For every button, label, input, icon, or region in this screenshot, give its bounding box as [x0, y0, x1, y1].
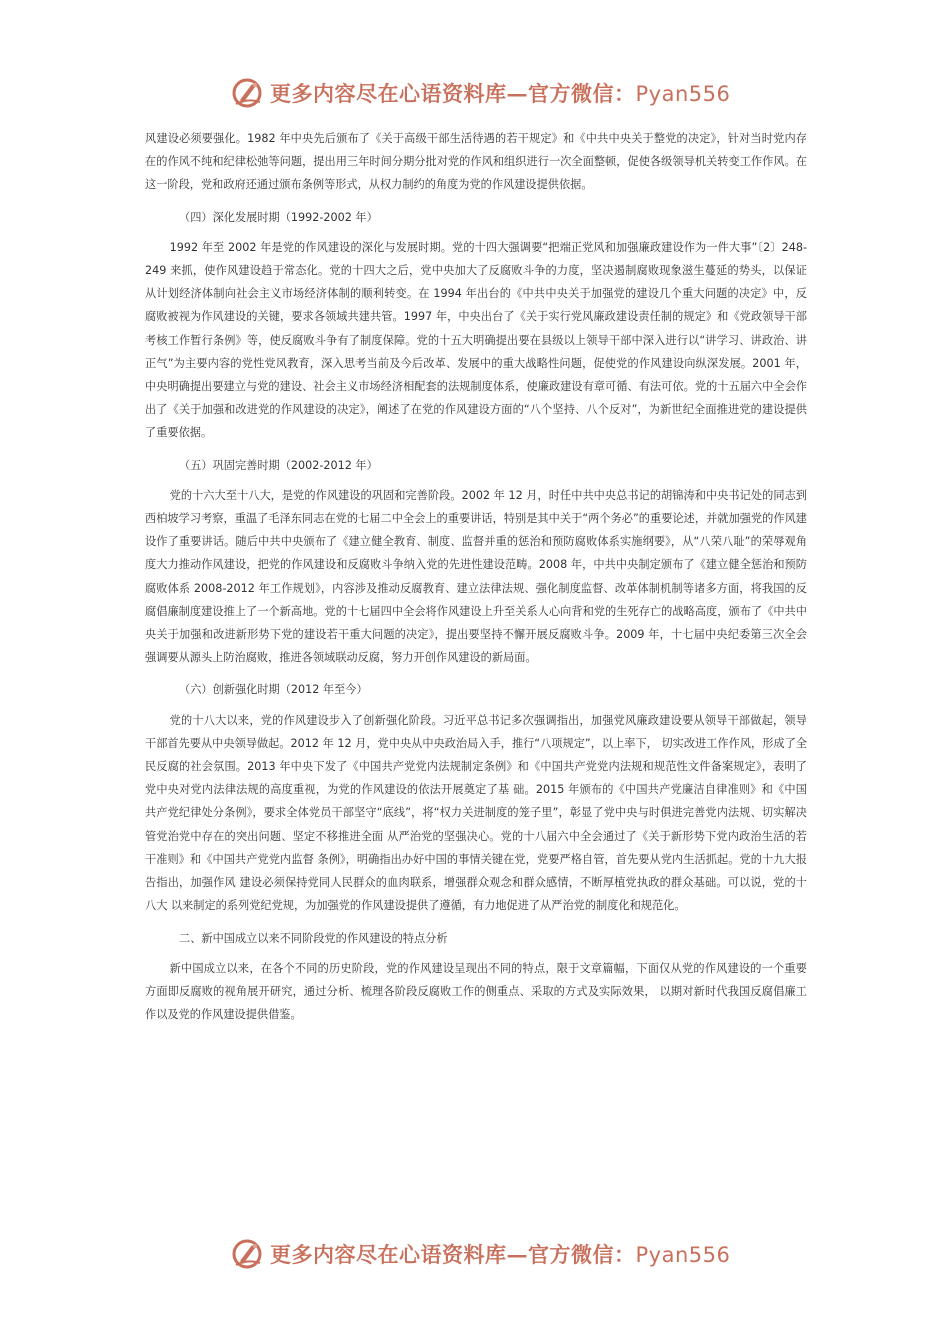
section-heading: （六）创新强化时期（2012 年至今） — [179, 683, 368, 697]
paragraph: 1992 年至 2002 年是党的作风建设的深化与发展时期。党的十四大强调要“把端正党风和加强廉政建设作为一件大事”〔2〕248-249 来抓，使作风建设趋于常态化。党的十四大之后，党中央加大了反腐败斗争的力度，坚决遏制腐败现象滋生蔓延的势头，以保证从计划经济体制向社会主义市场经济体制的顺利转变。在 1994 年出台的《中共中央关于加强党的建设几个重大问题的决定》中，反腐败被视为作风建设的关键，要求各领域共建共管。1997 年，中央出台了《关于实行党风廉政建设责任制的规定》和《党政领导干部考核工作暂行条例》等，使反腐败斗争有了制度保障。党的十五大明确提出要在县级以上领导干部中深入进行以“讲学习、讲政治、讲正气”为主要内容的党性党风教育，深入思考当前及今后改革、发展中的重大战略性问题，促使党的作风建设向纵深发展。2001 年，中央明确提出要建立与党的建设、社会主义市场经济相配套的法规制度体系，使廉政建设有章可循、有法可依。党的十五届六中全会作出了《关于加强和改进党的作风建设的决定》，阐述了在党的作风建设方面的“八个坚持、八个反对”，为新世纪全面推进党的建设提供了重要依据。 — [145, 240, 807, 440]
footer-banner — [230, 1234, 750, 1274]
document-body — [145, 127, 807, 1026]
section-heading: 二、新中国成立以来不同阶段党的作风建设的特点分析 — [179, 931, 448, 945]
banner-text: 更多内容尽在心语资料库—官方微信：Pyan556 — [270, 1242, 731, 1267]
paragraph: 新中国成立以来，在各个不同的历史阶段，党的作风建设呈现出不同的特点，限于文章篇幅，下面仅从党的作风建设的一个重要方面即反腐败的视角展开研究，通过分析、梳理各阶段反腐败工作的侧重点、采取的方式及实际效果， 以期对新时代我国反腐倡廉工作以及党的作风建设提供借鉴。 — [145, 961, 807, 1022]
paragraph: 党的十八大以来，党的作风建设步入了创新强化阶段。习近平总书记多次强调指出，加强党风廉政建设要从领导干部做起，领导干部首先要从中央领导做起。2012 年 12 月，党中央从中央政治局入手，推行“八项规定”，以上率下， 切实改进工作作风，形成了全民反腐的社会氛围。2013 年中央下发了《中国共产党党内法规制定条例》和《中国共产党党内法规和规范性文件备案规定》，表明了党中央对党内法律法规的高度重视，为党的作风建设的依法开展奠定了基 础。2015 年颁布的《中国共产党廉洁自律准则》和《中国共产党纪律处分条例》，要求全体党员干部坚守“底线”，将“权力关进制度的笼子里”，彰显了党中央与时俱进完善党内法规、切实解决管党治党中存在的突出问题、坚定不移推进全面 从严治党的坚强决心。党的十八届六中全会通过了《关于新形势下党内政治生活的若干准则》和《中国共产党党内监督 条例》，明确指出办好中国的事情关键在党，党要严格自管，首先要从党内生活抓起。党的十九大报告指出，加强作风 建设必须保持党同人民群众的血肉联系，增强群众观念和群众感情，不断厚植党执政的群众基础。可以说，党的十八大 以来制定的系列党纪党规，为加强党的作风建设提供了遵循，有力地促进了从严治党的制度化和规范化。 — [145, 713, 807, 913]
paragraph: 风建设必须要强化。1982 年中央先后颁布了《关于高级干部生活待遇的若干规定》和《中共中央关于整党的决定》，针对当时党内存在的作风不纯和纪律松弛等问题，提出用三年时间分期分批对党的作风和组织进行一次全面整顿，促使各级领导机关转变工作作风。在这一阶段，党和政府还通过颁布条例等形式，从权力制约的角度为党的作风建设提供依据。 — [145, 132, 807, 192]
banner-wechat-id: Pyan556 — [635, 82, 731, 106]
paragraph: 党的十六大至十八大，是党的作风建设的巩固和完善阶段。2002 年 12 月，时任中共中央总书记的胡锦涛和中央书记处的同志到西柏坡学习考察，重温了毛泽东同志在党的七届二中全会上的重要讲话，特别是其中关于“两个务必”的重要论述，并就加强党的作风建设作了重要讲话。随后中共中央颁布了《建立健全教育、制度、监督并重的惩治和预防腐败体系实施纲要》，从“八荣八耻”的荣辱观角度大力推动作风建设，把党的作风建设和反腐败斗争纳入党的先进性建设范畴。2008 年，中共中央制定颁布了《建立健全惩治和预防腐败体系 2008-2012 年工作规划》，内容涉及推动反腐教育、建立法律法规、强化制度监督、改革体制机制等诸多方面，将我国的反腐倡廉制度建设推上了一个新高地。党的十七届四中全会将作风建设上升至关系人心向背和党的生死存亡的战略高度，颁布了《中共中央关于加强和改进新形势下党的建设若干重大问题的决定》，提出要坚持不懈开展反腐败斗争。2009 年，十七届中央纪委第三次全会强调要从源头上防治腐败，推进各领域联动反腐，努力开创作风建设的新局面。 — [145, 488, 807, 665]
banner-text: 更多内容尽在心语资料库—官方微信：Pyan556 — [270, 81, 731, 106]
header-banner — [230, 73, 750, 113]
brand-logo-icon — [230, 1237, 264, 1271]
section-heading: （五）巩固完善时期（2002-2012 年） — [179, 458, 378, 472]
section-heading: （四）深化发展时期（1992-2002 年） — [179, 210, 378, 224]
banner-wechat-id: Pyan556 — [635, 1243, 731, 1267]
brand-logo-icon — [230, 76, 264, 110]
